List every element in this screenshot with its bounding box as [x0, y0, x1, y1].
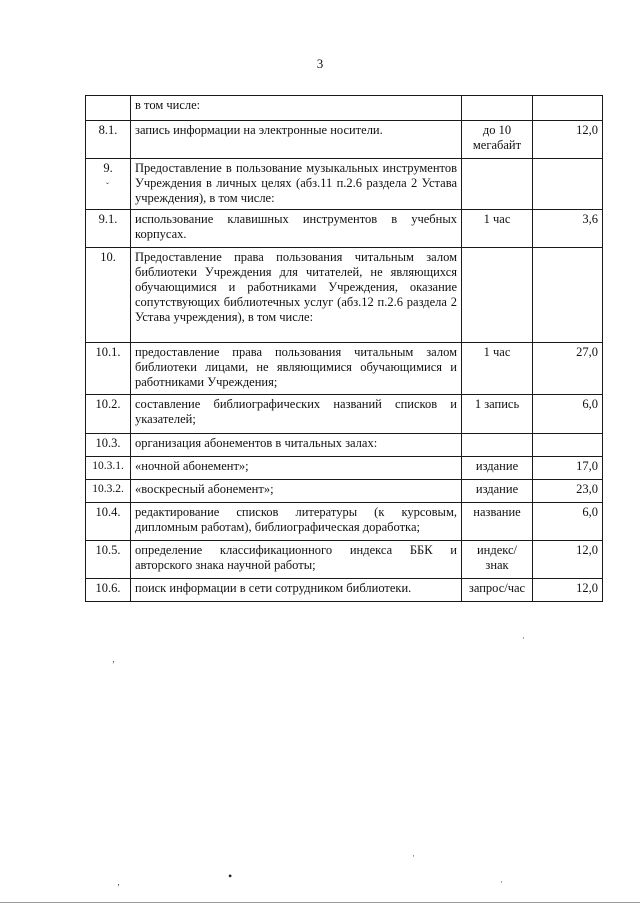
- row-price: [533, 434, 603, 457]
- scan-speck: ·: [522, 633, 525, 643]
- row-number: 8.1.: [86, 121, 131, 159]
- row-number: 10.6.: [86, 579, 131, 602]
- row-description: использование клавишных инструментов в учебных корпусах.: [131, 210, 462, 248]
- table-row: [86, 541, 603, 579]
- scan-speck: ‚: [112, 654, 115, 664]
- row-price: [533, 96, 603, 121]
- row-unit: 1 час: [462, 343, 533, 395]
- table-row: [86, 434, 603, 457]
- row-number: 10.3.2.: [86, 480, 131, 503]
- row-unit: до 10 мегабайт: [462, 121, 533, 159]
- row-unit: индекс/ знак: [462, 541, 533, 579]
- row-price: 17,0: [533, 457, 603, 480]
- table-row: [86, 96, 603, 121]
- row-number: 10.: [86, 248, 131, 343]
- row-unit: 1 час: [462, 210, 533, 248]
- page-number: 3: [316, 56, 324, 71]
- row-price: 12,0: [533, 579, 603, 602]
- row-description: «ночной абонемент»;: [131, 457, 462, 480]
- row-number: 9.1.: [86, 210, 131, 248]
- row-price: 27,0: [533, 343, 603, 395]
- scan-speck: ˇ: [106, 181, 109, 191]
- row-price: 6,0: [533, 503, 603, 541]
- table-row: [86, 343, 603, 395]
- row-price: 12,0: [533, 541, 603, 579]
- row-description: редактирование списков литературы (к курсовым, дипломным работам), библиографическая доработка;: [131, 503, 462, 541]
- row-description: «воскресный абонемент»;: [131, 480, 462, 503]
- row-description: предоставление права пользования читальным залом библиотеки лицами, не являющимися обучающимися и работниками Учреждения;: [131, 343, 462, 395]
- row-price: 6,0: [533, 395, 603, 434]
- scan-edge-line: [0, 902, 640, 903]
- row-description: определение классификационного индекса ББК и авторского знака научной работы;: [131, 541, 462, 579]
- row-price: [533, 248, 603, 343]
- row-unit: издание: [462, 457, 533, 480]
- table-row: [86, 579, 603, 602]
- row-description: Предоставление права пользования читальным залом библиотеки Учреждения для читателей, не являющихся обучающимися и работниками Учреждения, оказание сопутствующих библиотечных услуг (абз.12 п.2.6 раздела 2 Устава учреждения), в том числе:: [131, 248, 462, 343]
- row-description: составление библиографических названий списков и указателей;: [131, 395, 462, 434]
- table-row: [86, 480, 603, 503]
- row-number: [86, 96, 131, 121]
- row-number: 10.1.: [86, 343, 131, 395]
- row-unit: [462, 434, 533, 457]
- row-price: 23,0: [533, 480, 603, 503]
- row-description: поиск информации в сети сотрудником библиотеки.: [131, 579, 462, 602]
- row-description: в том числе:: [131, 96, 462, 121]
- row-unit: название: [462, 503, 533, 541]
- row-price: 3,6: [533, 210, 603, 248]
- table-row: [86, 395, 603, 434]
- scan-speck: •: [228, 869, 233, 883]
- row-unit: издание: [462, 480, 533, 503]
- row-price: 12,0: [533, 121, 603, 159]
- row-number: 10.3.1.: [86, 457, 131, 480]
- row-unit: [462, 159, 533, 210]
- row-description: запись информации на электронные носители.: [131, 121, 462, 159]
- row-unit: [462, 96, 533, 121]
- row-unit: [462, 248, 533, 343]
- scan-speck: ·: [500, 877, 503, 887]
- row-price: [533, 159, 603, 210]
- row-number: 10.5.: [86, 541, 131, 579]
- scan-speck: ·: [412, 851, 415, 861]
- price-table: [85, 95, 603, 602]
- row-number: 10.4.: [86, 503, 131, 541]
- row-unit: 1 запись: [462, 395, 533, 434]
- table-row: [86, 503, 603, 541]
- table-row: [86, 121, 603, 159]
- scan-speck: ‚: [117, 877, 120, 887]
- row-unit: запрос/час: [462, 579, 533, 602]
- row-number: 9.: [86, 159, 131, 210]
- table-row: [86, 248, 603, 343]
- row-number: 10.2.: [86, 395, 131, 434]
- row-number: 10.3.: [86, 434, 131, 457]
- table-row: [86, 159, 603, 210]
- row-description: Предоставление в пользование музыкальных инструментов Учреждения в личных целях (абз.11 п.2.6 раздела 2 Устава учреждения), в том числе:: [131, 159, 462, 210]
- row-description: организация абонементов в читальных залах:: [131, 434, 462, 457]
- table-row: [86, 210, 603, 248]
- table-row: [86, 457, 603, 480]
